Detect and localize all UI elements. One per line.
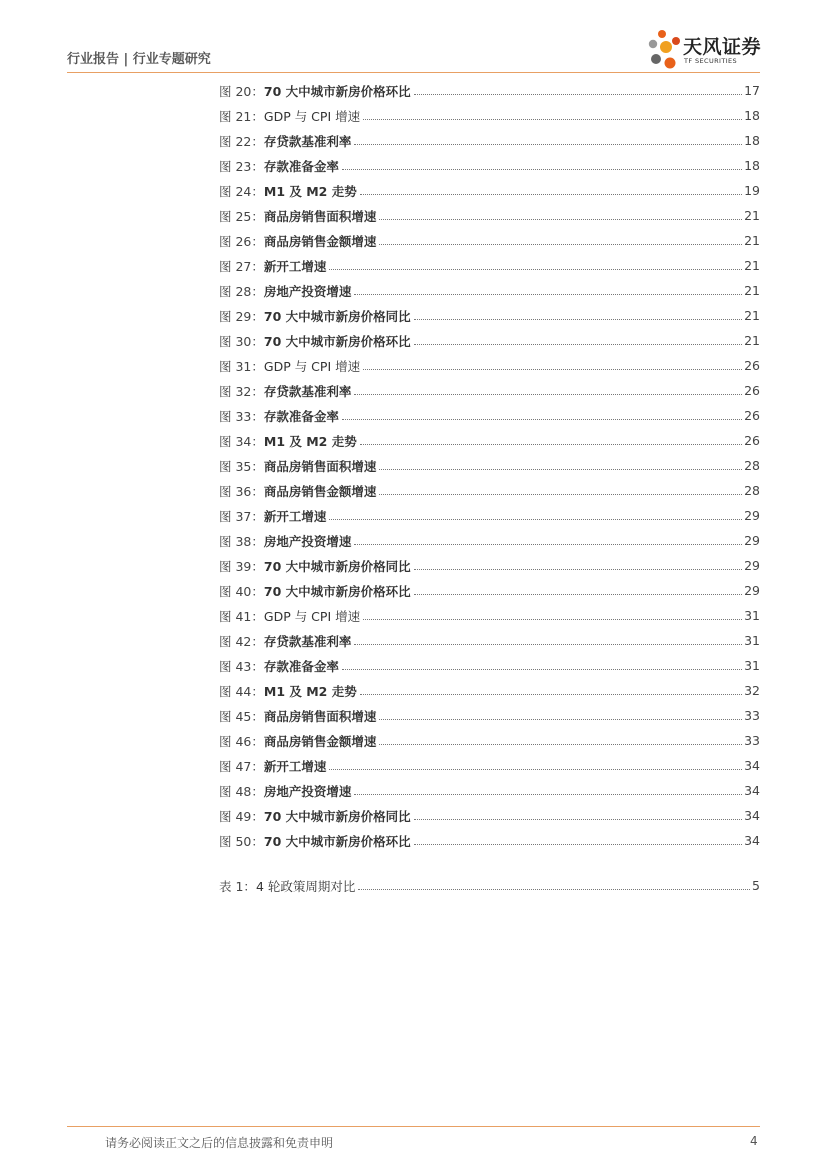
toc-entry-page: 31 [744, 633, 760, 648]
toc-figure-entry[interactable] [219, 778, 760, 803]
toc-dot-leader [360, 694, 742, 695]
tf-logo-icon [648, 29, 682, 73]
toc-entry-page: 26 [744, 383, 760, 398]
toc-entry-page: 29 [744, 558, 760, 573]
toc-entry-label: 图 24： [219, 183, 264, 199]
toc-entry-label: 图 23： [219, 158, 264, 174]
toc-entry-label: 图 28： [219, 283, 264, 299]
toc-figure-entry[interactable] [219, 228, 760, 253]
toc-entry-label: 图 32： [219, 383, 264, 399]
toc-entry-title: 商品房销售面积增速 [263, 208, 377, 224]
toc-figure-entry[interactable] [219, 128, 760, 153]
toc-entry-label: 图 35： [219, 458, 264, 474]
toc-table-list [219, 873, 760, 898]
toc-figure-entry[interactable] [219, 278, 760, 303]
toc-entry-label: 图 41： [219, 608, 264, 624]
toc-dot-leader [360, 194, 742, 195]
toc-dot-leader [358, 889, 750, 890]
toc-dot-leader [363, 369, 742, 370]
toc-figure-entry[interactable] [219, 553, 760, 578]
toc-entry-page: 29 [744, 508, 760, 523]
toc-entry-label: 图 26： [219, 233, 264, 249]
toc-entry-title: GDP 与 CPI 增速 [263, 108, 361, 124]
footer-disclaimer: 请务必阅读正文之后的信息披露和免责申明 [105, 1136, 334, 1150]
toc-entry-page: 21 [744, 208, 760, 223]
toc-entry-page: 26 [744, 433, 760, 448]
toc-dot-leader [414, 344, 742, 345]
toc-figure-entry[interactable] [219, 528, 760, 553]
toc-entry-page: 31 [744, 608, 760, 623]
toc-figure-entry[interactable] [219, 378, 760, 403]
toc-figure-entry[interactable] [219, 753, 760, 778]
toc-entry-page: 21 [744, 258, 760, 273]
toc-figure-entry[interactable] [219, 503, 760, 528]
logo-dot-center [660, 41, 672, 53]
toc-entry-page: 21 [744, 333, 760, 348]
logo-dot-lower-right [665, 58, 676, 69]
toc-table-entry[interactable] [219, 873, 760, 898]
toc-figure-list [219, 78, 760, 853]
toc-dot-leader [354, 794, 742, 795]
toc-dot-leader [414, 569, 742, 570]
toc-entry-page: 18 [744, 158, 760, 173]
toc-dot-leader [354, 644, 742, 645]
toc-entry-title: 存款准备金率 [263, 158, 339, 174]
toc-entry-page: 33 [744, 733, 760, 748]
toc-dot-leader [354, 394, 742, 395]
toc-entry-title: 70 大中城市新房价格环比 [263, 333, 411, 349]
toc-entry-title: 70 大中城市新房价格同比 [263, 558, 411, 574]
toc-figure-entry[interactable] [219, 803, 760, 828]
toc-dot-leader [414, 844, 742, 845]
toc-entry-title: 存款准备金率 [263, 658, 339, 674]
toc-entry-title: M1 及 M2 走势 [263, 183, 357, 199]
toc-figure-entry[interactable] [219, 103, 760, 128]
toc-figure-entry[interactable] [219, 703, 760, 728]
toc-entry-label: 图 48： [219, 783, 264, 799]
toc-entry-page: 32 [744, 683, 760, 698]
toc-entry-page: 28 [744, 483, 760, 498]
toc-entry-label: 图 38： [219, 533, 264, 549]
toc-dot-leader [354, 144, 742, 145]
toc-entry-page: 26 [744, 408, 760, 423]
toc-figure-entry[interactable] [219, 678, 760, 703]
toc-entry-title: 新开工增速 [263, 508, 327, 524]
toc-entry-label: 图 43： [219, 658, 264, 674]
toc-dot-leader [379, 469, 742, 470]
toc-entry-title: 商品房销售金额增速 [263, 483, 377, 499]
toc-entry-title: 商品房销售面积增速 [263, 458, 377, 474]
toc-dot-leader [414, 319, 742, 320]
toc-entry-page: 31 [744, 658, 760, 673]
toc-dot-leader [342, 419, 742, 420]
toc-figure-entry[interactable] [219, 403, 760, 428]
toc-figure-entry[interactable] [219, 478, 760, 503]
toc-entry-label: 图 31： [219, 358, 264, 374]
toc-entry-page: 21 [744, 233, 760, 248]
toc-entry-label: 表 1： [219, 878, 256, 894]
toc-entry-label: 图 49： [219, 808, 264, 824]
logo-chinese-name: 天风证券 [683, 36, 762, 58]
toc-entry-title: 70 大中城市新房价格环比 [263, 83, 411, 99]
toc-entry-title: GDP 与 CPI 增速 [263, 608, 361, 624]
toc-figure-entry[interactable] [219, 828, 760, 853]
toc-entry-page: 34 [744, 783, 760, 798]
logo-dot-left [649, 40, 657, 48]
toc-dot-leader [379, 744, 742, 745]
toc-entry-title: 70 大中城市新房价格环比 [263, 583, 411, 599]
toc-entry-title: 4 轮政策周期对比 [255, 878, 356, 894]
toc-figure-entry[interactable] [219, 78, 760, 103]
toc-entry-label: 图 47： [219, 758, 264, 774]
toc-figure-entry[interactable] [219, 203, 760, 228]
toc-entry-title: 房地产投资增速 [263, 533, 352, 549]
toc-dot-leader [342, 169, 742, 170]
toc-entry-title: 存贷款基准利率 [263, 133, 352, 149]
toc-figure-entry[interactable] [219, 153, 760, 178]
toc-entry-label: 图 30： [219, 333, 264, 349]
toc-entry-label: 图 29： [219, 308, 264, 324]
toc-entry-title: M1 及 M2 走势 [263, 433, 357, 449]
toc-entry-title: 房地产投资增速 [263, 783, 352, 799]
toc-entry-title: 70 大中城市新房价格同比 [263, 308, 411, 324]
toc-entry-page: 29 [744, 583, 760, 598]
toc-figure-entry[interactable] [219, 628, 760, 653]
logo-dot-top [658, 30, 666, 38]
toc-dot-leader [379, 719, 742, 720]
toc-entry-page: 19 [744, 183, 760, 198]
toc-dot-leader [354, 294, 742, 295]
toc-figure-entry[interactable] [219, 353, 760, 378]
toc-entry-page: 26 [744, 358, 760, 373]
toc-entry-title: GDP 与 CPI 增速 [263, 358, 361, 374]
toc-dot-leader [342, 669, 742, 670]
toc-entry-title: 70 大中城市新房价格同比 [263, 808, 411, 824]
company-logo [648, 29, 768, 73]
logo-dot-lower-left [651, 54, 661, 64]
toc-entry-page: 21 [744, 283, 760, 298]
toc-entry-page: 34 [744, 808, 760, 823]
toc-dot-leader [329, 269, 742, 270]
toc-entry-page: 21 [744, 308, 760, 323]
toc-entry-page: 29 [744, 533, 760, 548]
toc-entry-label: 图 46： [219, 733, 264, 749]
toc-entry-label: 图 21： [219, 108, 264, 124]
toc-entry-title: 存款准备金率 [263, 408, 339, 424]
toc-entry-title: 商品房销售金额增速 [263, 233, 377, 249]
toc-entry-label: 图 22： [219, 133, 264, 149]
toc-entry-title: 新开工增速 [263, 758, 327, 774]
toc-entry-title: 商品房销售金额增速 [263, 733, 377, 749]
toc-figure-entry[interactable] [219, 603, 760, 628]
toc-dot-leader [329, 769, 742, 770]
table-of-contents [219, 78, 760, 898]
toc-entry-page: 5 [752, 878, 760, 893]
toc-figure-entry[interactable] [219, 328, 760, 353]
toc-entry-label: 图 33： [219, 408, 264, 424]
toc-entry-label: 图 40： [219, 583, 264, 599]
toc-figure-entry[interactable] [219, 653, 760, 678]
toc-entry-page: 28 [744, 458, 760, 473]
toc-dot-leader [329, 519, 742, 520]
toc-entry-title: 商品房销售面积增速 [263, 708, 377, 724]
toc-entry-label: 图 20： [219, 83, 264, 99]
toc-dot-leader [354, 544, 742, 545]
toc-entry-title: 新开工增速 [263, 258, 327, 274]
toc-entry-label: 图 36： [219, 483, 264, 499]
toc-entry-page: 18 [744, 108, 760, 123]
toc-dot-leader [379, 244, 742, 245]
toc-figure-entry[interactable] [219, 303, 760, 328]
toc-entry-title: 存贷款基准利率 [263, 383, 352, 399]
toc-entry-page: 34 [744, 758, 760, 773]
toc-entry-title: M1 及 M2 走势 [263, 683, 357, 699]
toc-entry-label: 图 39： [219, 558, 264, 574]
header-report-type: 行业报告 | 行业专题研究 [67, 52, 211, 67]
toc-entry-label: 图 27： [219, 258, 264, 274]
toc-figure-entry[interactable] [219, 728, 760, 753]
footer-divider [67, 1126, 760, 1127]
toc-figure-entry[interactable] [219, 253, 760, 278]
toc-dot-leader [363, 119, 742, 120]
toc-dot-leader [414, 94, 742, 95]
toc-entry-label: 图 34： [219, 433, 264, 449]
toc-entry-page: 18 [744, 133, 760, 148]
toc-entry-label: 图 50： [219, 833, 264, 849]
toc-entry-label: 图 45： [219, 708, 264, 724]
toc-figure-entry[interactable] [219, 428, 760, 453]
toc-figure-entry[interactable] [219, 178, 760, 203]
toc-entry-label: 图 37： [219, 508, 264, 524]
toc-entry-title: 70 大中城市新房价格环比 [263, 833, 411, 849]
toc-dot-leader [379, 219, 742, 220]
toc-entry-title: 房地产投资增速 [263, 283, 352, 299]
toc-dot-leader [414, 819, 742, 820]
toc-entry-page: 17 [744, 83, 760, 98]
toc-spacer [219, 853, 760, 873]
toc-dot-leader [360, 444, 742, 445]
toc-figure-entry[interactable] [219, 453, 760, 478]
toc-entry-title: 存贷款基准利率 [263, 633, 352, 649]
toc-figure-entry[interactable] [219, 578, 760, 603]
toc-entry-label: 图 42： [219, 633, 264, 649]
logo-dot-right [672, 37, 680, 45]
toc-entry-page: 34 [744, 833, 760, 848]
logo-english-name: TF SECURITIES [684, 57, 738, 65]
toc-dot-leader [379, 494, 742, 495]
page-number: 4 [750, 1134, 758, 1148]
toc-entry-page: 33 [744, 708, 760, 723]
toc-entry-label: 图 25： [219, 208, 264, 224]
toc-entry-label: 图 44： [219, 683, 264, 699]
toc-dot-leader [363, 619, 742, 620]
toc-dot-leader [414, 594, 742, 595]
